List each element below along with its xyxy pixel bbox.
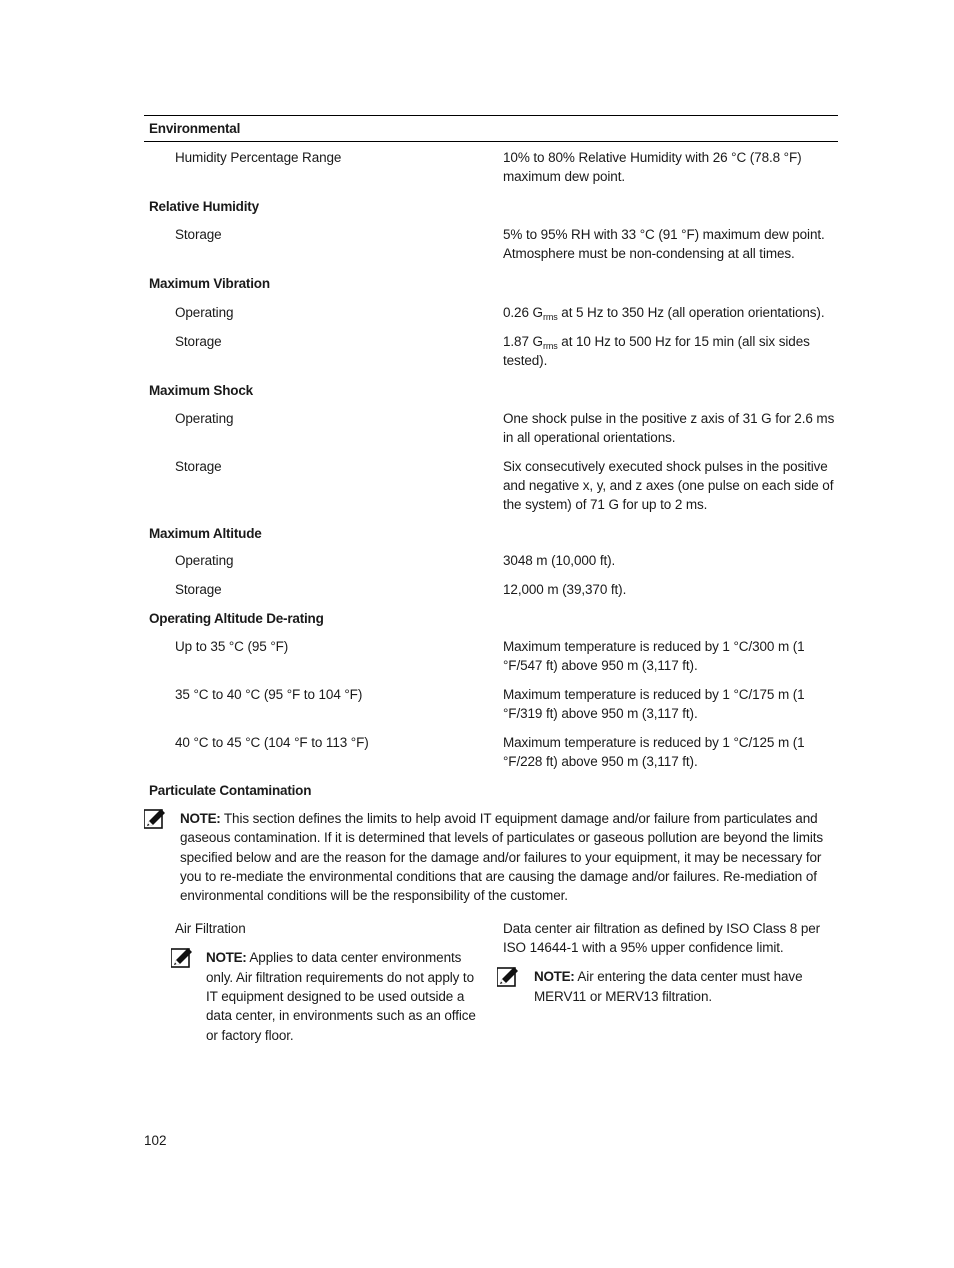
table-header [144, 116, 838, 142]
value-prefix: 0.26 G [503, 305, 543, 320]
spec-row-air-filtration [144, 919, 838, 1044]
note-air-filtration-left [175, 948, 503, 1044]
spec-label: Up to 35 °C (95 °F) [175, 639, 289, 654]
spec-label: 35 °C to 40 °C (95 °F to 104 °F) [175, 687, 363, 702]
group-title-altitude-derating: Operating Altitude De-rating [149, 611, 324, 626]
group-title-max-shock: Maximum Shock [149, 383, 253, 398]
spec-label: Storage [175, 582, 222, 597]
spec-value: Six consecutively executed shock pulses in the positive and negative x, y, and z axes (one pulse on each side of the system) of 71 G for up to 2 ms. [503, 459, 834, 512]
spec-row-humidity-range [144, 148, 838, 186]
note-body [534, 967, 834, 1006]
value-suffix: at 5 Hz to 350 Hz (all operation orientations). [557, 305, 825, 320]
spec-label: Storage [175, 334, 222, 349]
spec-value: Maximum temperature is reduced by 1 °C/175 m (1 °F/319 ft) above 950 m (3,117 ft). [503, 687, 805, 721]
spec-value: 10% to 80% Relative Humidity with 26 °C (78.8 °F) maximum dew point. [503, 150, 802, 184]
spec-row-shock-storage [144, 457, 838, 514]
spec-label: 40 °C to 45 °C (104 °F to 113 °F) [175, 735, 369, 750]
note-air-filtration-right [503, 967, 838, 1006]
spec-row-altitude-storage [144, 580, 838, 599]
spec-row-derating [144, 637, 838, 675]
group-title-relative-humidity: Relative Humidity [149, 199, 259, 214]
value-prefix: 1.87 G [503, 334, 543, 349]
pencil-note-icon [171, 948, 193, 968]
note-body [180, 809, 838, 905]
spec-value [503, 332, 838, 370]
spec-label: Operating [175, 305, 234, 320]
spec-value: Maximum temperature is reduced by 1 °C/300 m (1 °F/547 ft) above 950 m (3,117 ft). [503, 639, 805, 673]
spec-label: Storage [175, 227, 222, 242]
pencil-note-icon [497, 967, 519, 987]
value-suffix: at 10 Hz to 500 Hz for 15 min (all six sides tested). [503, 334, 810, 368]
spec-value: Data center air filtration as defined by ISO Class 8 per ISO 14644-1 with a 95% upper confidence limit. [503, 921, 821, 956]
pencil-note-icon [144, 809, 166, 829]
spec-value: 5% to 95% RH with 33 °C (91 °F) maximum dew point. Atmosphere must be non-condensing at all times. [503, 227, 825, 261]
note-body [206, 948, 488, 1044]
air-filtration-left [144, 919, 503, 1044]
spec-table [144, 115, 838, 1045]
spec-label: Storage [175, 459, 222, 474]
spec-label: Operating [175, 411, 234, 426]
spec-row-humidity-storage [144, 225, 838, 263]
note-label: NOTE: [180, 811, 221, 826]
group-title-particulate: Particulate Contamination [149, 783, 312, 798]
note-text: This section defines the limits to help avoid IT equipment damage and/or failure from particulates and gaseous contamination. If it is determined that levels of particulates or gaseous pollution are beyond the limits specified below and are the reason for the damage and/or failures to your equipment, it may be necessary for you to re-mediate the environmental conditions that are causing the damage and/or failures. Re-mediation of environmental conditions will be the responsibility of the customer. [180, 811, 824, 904]
spec-value: 3048 m (10,000 ft). [503, 553, 616, 568]
rms-subscript: rms [542, 312, 558, 322]
note-text: Applies to data center environments only. Air filtration requirements do not apply to IT equipment designed to be used outside a data center, in environments such as an office or factory floor. [206, 950, 476, 1043]
note-particulate [144, 809, 838, 905]
spec-label: Operating [175, 553, 234, 568]
spec-value: One shock pulse in the positive z axis of 31 G for 2.6 ms in all operational orientations. [503, 411, 835, 445]
group-title-max-vibration: Maximum Vibration [149, 276, 270, 291]
spec-row-derating [144, 685, 838, 723]
group-title-max-altitude: Maximum Altitude [149, 526, 262, 541]
spec-value: 12,000 m (39,370 ft). [503, 582, 627, 597]
note-label: NOTE: [206, 950, 247, 966]
page-number: 102 [144, 1133, 167, 1148]
section-title: Environmental [149, 121, 241, 136]
note-text: Air entering the data center must have MERV11 or MERV13 filtration. [534, 969, 803, 1004]
spec-label: Humidity Percentage Range [175, 150, 342, 165]
spec-row-altitude-operating [144, 551, 838, 570]
spec-row-vibration-storage [144, 332, 838, 370]
note-label: NOTE: [534, 969, 575, 985]
spec-row-vibration-operating [144, 303, 838, 322]
spec-row-derating [144, 733, 838, 771]
air-filtration-right [503, 919, 838, 1044]
rms-subscript: rms [542, 341, 558, 351]
spec-row-shock-operating [144, 409, 838, 447]
spec-label: Air Filtration [175, 921, 246, 937]
spec-value [503, 303, 838, 322]
spec-value: Maximum temperature is reduced by 1 °C/125 m (1 °F/228 ft) above 950 m (3,117 ft). [503, 735, 805, 769]
